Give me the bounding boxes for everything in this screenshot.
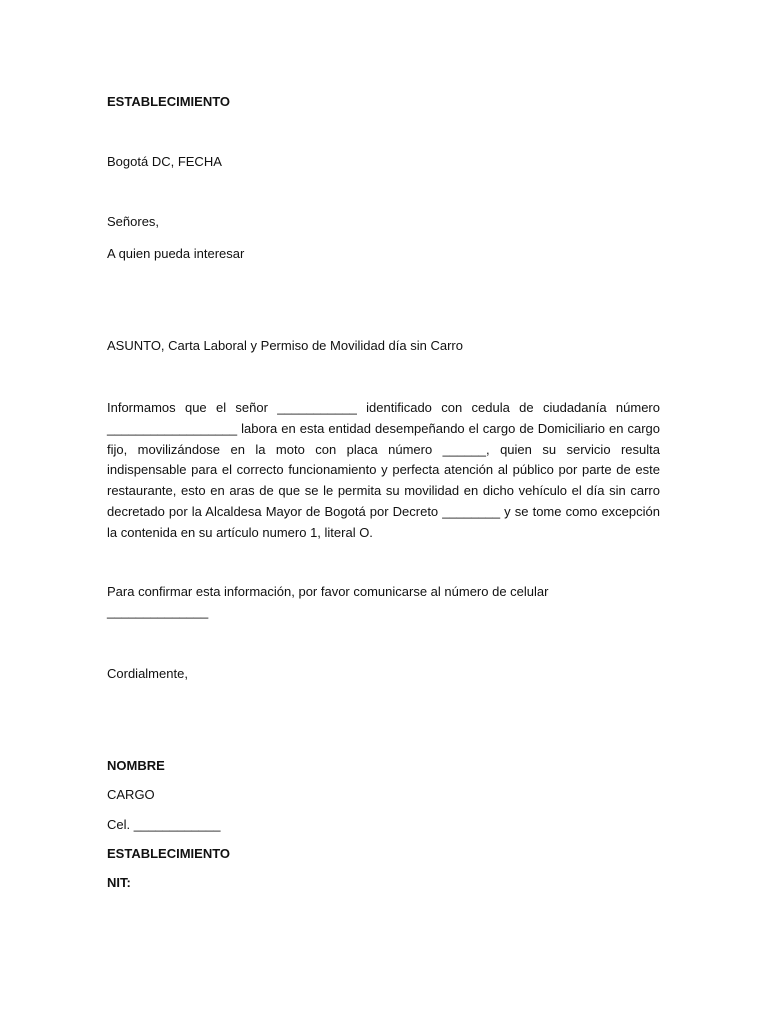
body-paragraph: Informamos que el señor ___________ identificado con cedula de ciudadanía número __________________ labora en esta entidad desempeñando el cargo de Domiciliario en cargo fijo, movilizándose en la moto con placa número ______, quien su servicio resulta indispensable para el correcto funcionamiento y perfecta atención al público por parte de este restaurante, esto en aras de que se le permita su movilidad en dicho vehículo el día sin carro decretado por la Alcaldesa Mayor de Bogotá por Decreto ________ y se tome como excepción la contenida en su artículo numero 1, literal O. [107, 400, 660, 540]
signature-position: CARGO [107, 787, 155, 802]
signature-establishment: ESTABLECIMIENTO [107, 846, 231, 861]
subject-line: ASUNTO, Carta Laboral y Permiso de Movilidad día sin Carro [107, 338, 463, 353]
header-establishment: ESTABLECIMIENTO [107, 94, 231, 109]
salutation: Señores, [107, 214, 160, 229]
signature-nit: NIT: [107, 875, 131, 890]
confirm-phone-blank: ______________ [107, 604, 209, 619]
closing: Cordialmente, [107, 666, 188, 681]
signature-name: NOMBRE [107, 758, 165, 773]
recipient: A quien pueda interesar [107, 246, 245, 261]
place-date: Bogotá DC, FECHA [107, 154, 222, 169]
confirm-text: Para confirmar esta información, por favor comunicarse al número de celular [107, 584, 549, 599]
signature-cel: Cel. ____________ [107, 817, 221, 832]
